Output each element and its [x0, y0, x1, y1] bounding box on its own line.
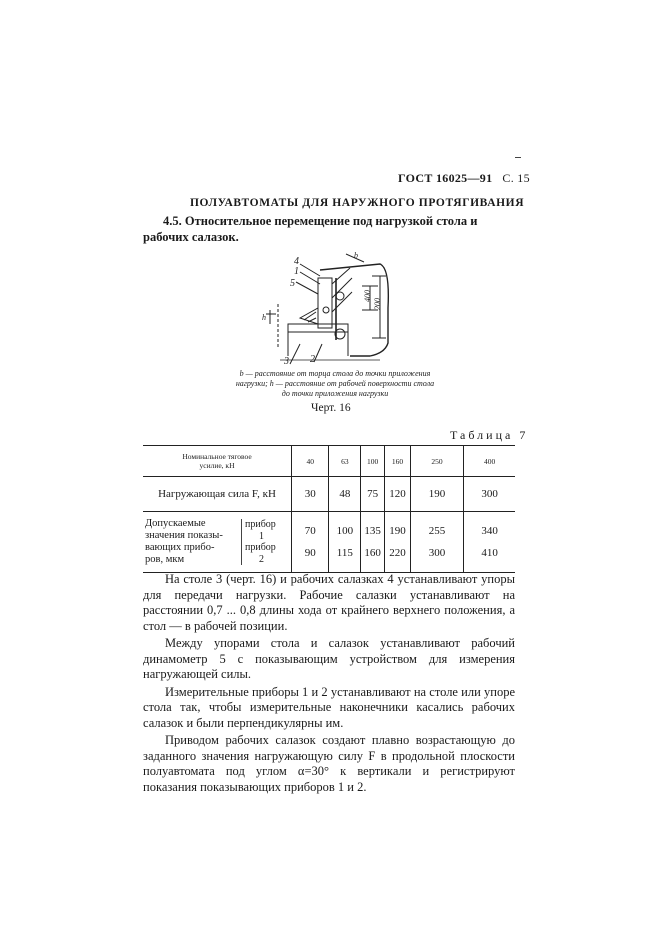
caption-line: нагрузки; h — расстояние от рабочей поверхности стола [235, 379, 435, 388]
table-row [143, 512, 515, 573]
table-cell: 120 [385, 477, 411, 512]
clause-heading: 4.5. Относительное перемещение под нагрузкой стола и рабочих салазок. [143, 214, 478, 244]
label-line: ров, мкм [145, 554, 185, 565]
value-device-2: 300 [428, 547, 446, 559]
table-cell: 300 [464, 477, 515, 512]
value-device-1: 340 [481, 525, 498, 537]
label-line: значения показы- [145, 530, 223, 541]
caption-line: b — расстояние от торца стола до точки приложения [239, 369, 431, 378]
table-cell: 30 [292, 477, 329, 512]
dim-b: b [354, 251, 358, 260]
table-cell [329, 512, 361, 573]
label-line: Допускаемые [145, 518, 206, 529]
part-1: 1 [294, 266, 299, 277]
device-1-label: прибор [245, 519, 276, 530]
header-line: Номинальное тяговое [182, 452, 252, 461]
part-4: 4 [294, 256, 299, 267]
header-cell [143, 446, 292, 477]
value-device-1: 255 [428, 525, 446, 537]
row-label [143, 512, 292, 573]
device-names [241, 519, 291, 565]
dim-400: 400 [363, 290, 372, 302]
table-row [143, 477, 515, 512]
deviation-label [143, 518, 241, 566]
part-2: 2 [310, 354, 315, 365]
label-line: вающих прибо- [145, 542, 215, 553]
figure-caption [210, 369, 460, 399]
device-2-label: прибор [245, 542, 276, 553]
header-cell: 250 [410, 446, 463, 477]
part-5: 5 [290, 278, 295, 289]
table-cell [464, 512, 515, 573]
value-device-2: 160 [364, 547, 381, 559]
table-cell [361, 512, 385, 573]
table-cell: 75 [361, 477, 385, 512]
value-device-2: 90 [304, 547, 316, 559]
value-device-1: 100 [336, 525, 354, 537]
table-cell [410, 512, 463, 573]
paragraph: На столе 3 (черт. 16) и рабочих салазках 4 устанавливают упоры для передачи нагрузки. Рабочие салазки устанавливают на расстоянии 0,7 ... 0,8 длины хода от крайнего верхнего положения, а стол — в рабочей позиции. [143, 572, 515, 633]
header-cell: 400 [464, 446, 515, 477]
table-label: Таблица 7 [450, 428, 529, 442]
figure-label: Черт. 16 [311, 402, 351, 414]
table-cell: 48 [329, 477, 361, 512]
body-text [143, 572, 515, 797]
table-header-row [143, 446, 515, 477]
technical-drawing [260, 248, 400, 368]
device-1-number: 1 [259, 530, 264, 542]
data-table [143, 445, 515, 573]
value-device-2: 115 [336, 547, 353, 559]
value-device-1: 70 [304, 525, 316, 537]
caption-line: до точки приложения нагрузки [281, 389, 389, 398]
standard-number: ГОСТ 16025—91 [398, 171, 493, 185]
page-number: С. 15 [502, 171, 530, 185]
row-label: Нагружающая сила F, кН [143, 477, 292, 512]
header-cell: 160 [385, 446, 411, 477]
header-cell: 63 [329, 446, 361, 477]
device-2-number: 2 [259, 553, 264, 565]
paragraph: Измерительные приборы 1 и 2 устанавливают на столе или упоре стола так, чтобы измерительные наконечники касались рабочих салазок и были перпендикулярны им. [143, 684, 515, 730]
header-cell: 40 [292, 446, 329, 477]
section-title: ПОЛУАВТОМАТЫ ДЛЯ НАРУЖНОГО ПРОТЯГИВАНИЯ [190, 197, 525, 209]
paragraph: Между упорами стола и салазок устанавливают рабочий динамометр 5 с показывающим устройством для измерения нагружающей силы. [143, 636, 515, 681]
table-cell: 190 [410, 477, 463, 512]
paragraph: Приводом рабочих салазок создают плавно возрастающую до заданного значения нагружающую силу F в продольной плоскости полуавтомата под углом α=30° к вертикали и регистрируют показания показывающих приборов 1 и 2. [143, 733, 515, 794]
dim-200: 200 [373, 298, 382, 310]
margin-mark [515, 157, 521, 158]
part-3: 3 [284, 356, 289, 367]
table-cell [385, 512, 411, 573]
value-device-2: 220 [389, 547, 406, 559]
value-device-1: 135 [364, 525, 381, 537]
header-line: усилие, кН [199, 461, 235, 470]
dim-h: h [262, 313, 266, 322]
header-cell: 100 [361, 446, 385, 477]
value-device-1: 190 [389, 525, 406, 537]
value-device-2: 410 [481, 547, 498, 559]
page-header [398, 171, 530, 186]
table-cell [292, 512, 329, 573]
